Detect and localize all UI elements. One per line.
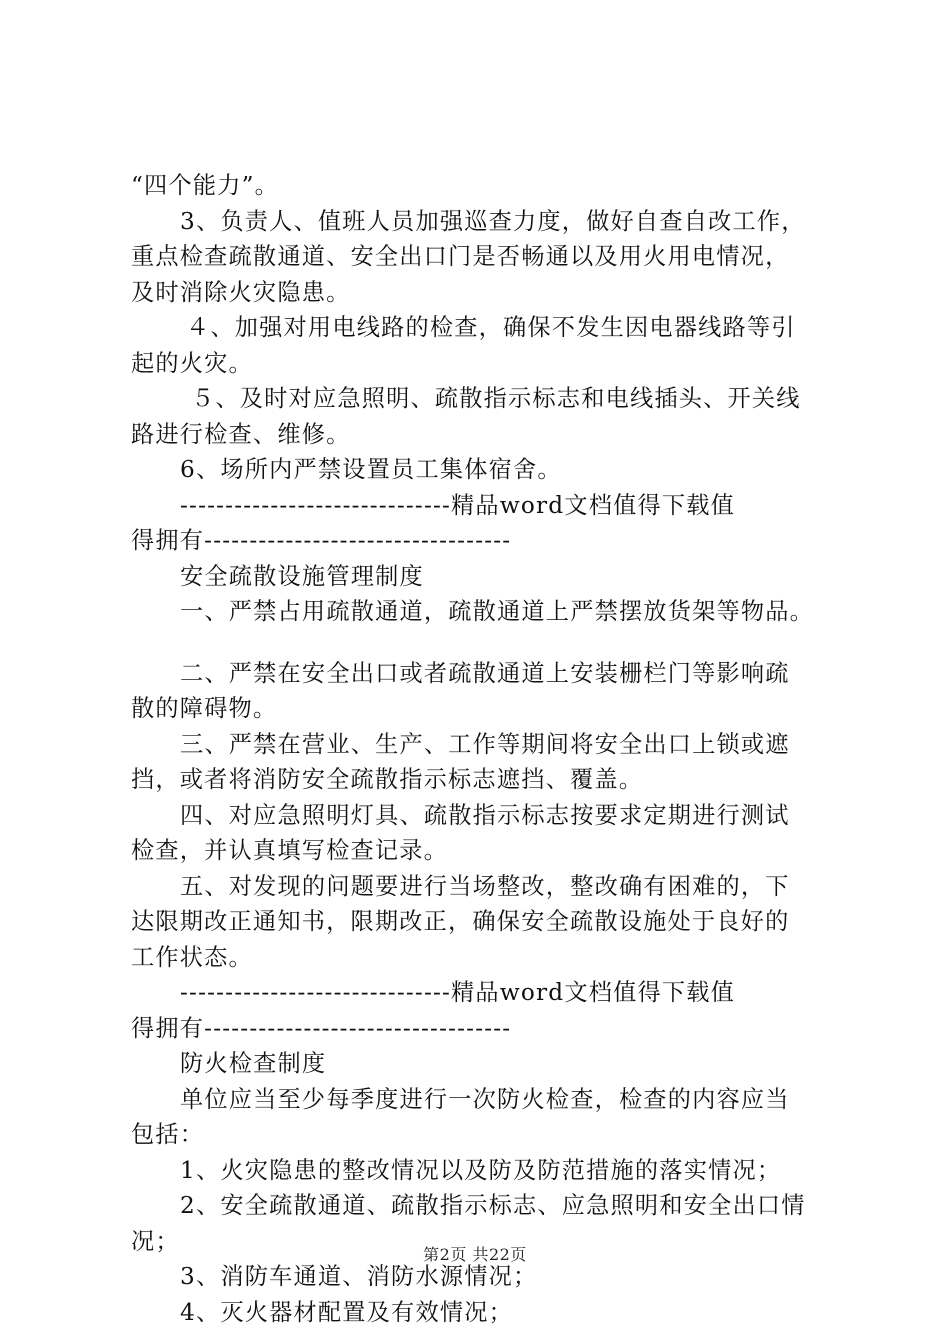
text-line: 检查，并认真填写检查记录。 [131,837,449,864]
text-line: 散的障碍物。 [131,695,278,722]
text-line: 一、严禁占用疏散通道，疏散通道上严禁摆放货架等物品。 [180,598,815,625]
text-line: ５、及时对应急照明、疏散指示标志和电线插头、开关线 [191,385,801,412]
text-line: 四、对应急照明灯具、疏散指示标志按要求定期进行测试 [180,801,790,829]
text-line: 五、对发现的问题要进行当场整改，整改确有困难的，下 [180,872,790,900]
separator-line: 得拥有---------------------------------- [131,527,512,554]
text-line: 达限期改正通知书，限期改正，确保安全疏散设施处于良好的 [131,908,790,935]
paragraph-gap [131,630,851,656]
text-line: 3、消防车通道、消防水源情况； [180,1263,538,1290]
document-body [131,168,851,1330]
text-line: 6、场所内严禁设置员工集体宿舍。 [180,456,562,483]
text-line: 路进行检查、维修。 [131,420,351,448]
text-line: 及时消除火灾隐患。 [131,278,351,306]
text-line: “四个能力”。 [131,172,280,199]
text-line: 4、灭火器材配置及有效情况； [180,1298,513,1326]
text-line: 2、安全疏散通道、疏散指示标志、应急照明和安全出口情 [180,1192,806,1219]
text-line: 挡，或者将消防安全疏散指示标志遮挡、覆盖。 [131,766,644,793]
text-line: 工作状态。 [131,943,253,971]
text-line: 3、负责人、值班人员加强巡查力度，做好自查自改工作， [180,207,806,235]
separator-line: ------------------------------精品word文档值得下载值 [180,979,736,1006]
separator-line: ------------------------------精品word文档值得下载值 [180,491,736,519]
text-line: 三、严禁在营业、生产、工作等期间将安全出口上锁或遮 [180,730,790,758]
text-line: 况； [131,1227,180,1255]
page-number-footer: 第2页 共22页 [423,1245,527,1264]
separator-line: 得拥有---------------------------------- [131,1014,512,1042]
section-title: 安全疏散设施管理制度 [180,562,424,590]
section-title: 防火检查制度 [180,1050,327,1077]
text-line: 二、严禁在安全出口或者疏散通道上安装栅栏门等影响疏 [180,659,790,687]
text-line: 起的火灾。 [131,349,253,377]
text-line: 1、火灾隐患的整改情况以及防及防范措施的落实情况； [180,1156,782,1184]
text-line: 包括： [131,1121,205,1148]
text-line: 重点检查疏散通道、安全出口门是否畅通以及用火用电情况， [131,243,790,270]
text-line: 单位应当至少每季度进行一次防火检查，检查的内容应当 [180,1085,790,1113]
text-line: ４、加强对用电线路的检查，确保不发生因电器线路等引 [186,314,796,341]
